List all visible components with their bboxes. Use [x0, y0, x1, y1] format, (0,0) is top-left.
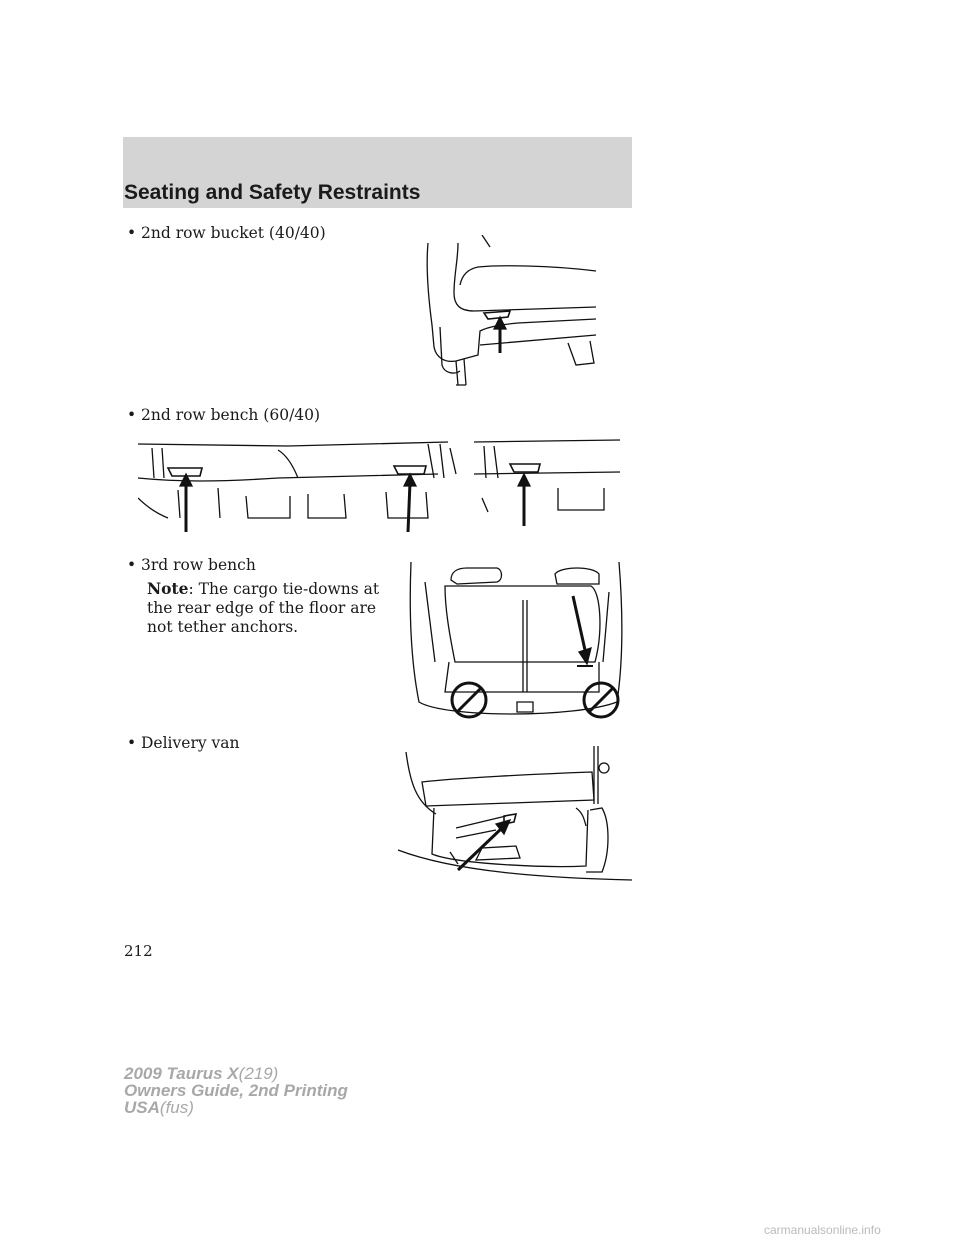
footer-market-code: (fus)	[159, 1098, 194, 1117]
footer-market: USA	[124, 1098, 160, 1117]
bullet-dot: •	[127, 406, 137, 424]
figure-third-row-bench	[405, 552, 625, 722]
footer-code: (219)	[238, 1064, 279, 1083]
footer-line-2: Owners Guide, 2nd Printing	[124, 1081, 348, 1100]
bullet-text: 3rd row bench	[141, 556, 256, 574]
bullet-bench-6040	[127, 406, 320, 424]
footer-model: 2009 Taurus X	[124, 1064, 239, 1083]
bullet-bucket	[127, 224, 326, 242]
bullet-text: 2nd row bench (60/40)	[141, 406, 321, 424]
figure-bucket-seat	[418, 235, 600, 387]
footer-line-3	[124, 1099, 348, 1116]
bullet-dot: •	[127, 556, 137, 574]
bullet-delivery-van	[127, 734, 240, 752]
figure-delivery-van	[396, 742, 636, 882]
page-number: 212	[124, 942, 153, 960]
document-footer	[124, 1065, 348, 1116]
bullet-third-row	[127, 556, 256, 574]
site-watermark: carmanualsonline.info	[764, 1223, 881, 1237]
figure-bench-seat	[138, 438, 620, 534]
bullet-dot: •	[127, 734, 137, 752]
section-title: Seating and Safety Restraints	[124, 181, 421, 204]
note-paragraph	[147, 579, 387, 637]
bullet-text: 2nd row bucket (40/40)	[141, 224, 326, 242]
bullet-dot: •	[127, 224, 137, 242]
bullet-text: Delivery van	[141, 734, 240, 752]
note-text: : The cargo tie-downs at the rear edge of the floor are not tether anchors.	[147, 580, 380, 636]
note-label: Note	[147, 579, 189, 598]
footer-line-1	[124, 1065, 348, 1082]
